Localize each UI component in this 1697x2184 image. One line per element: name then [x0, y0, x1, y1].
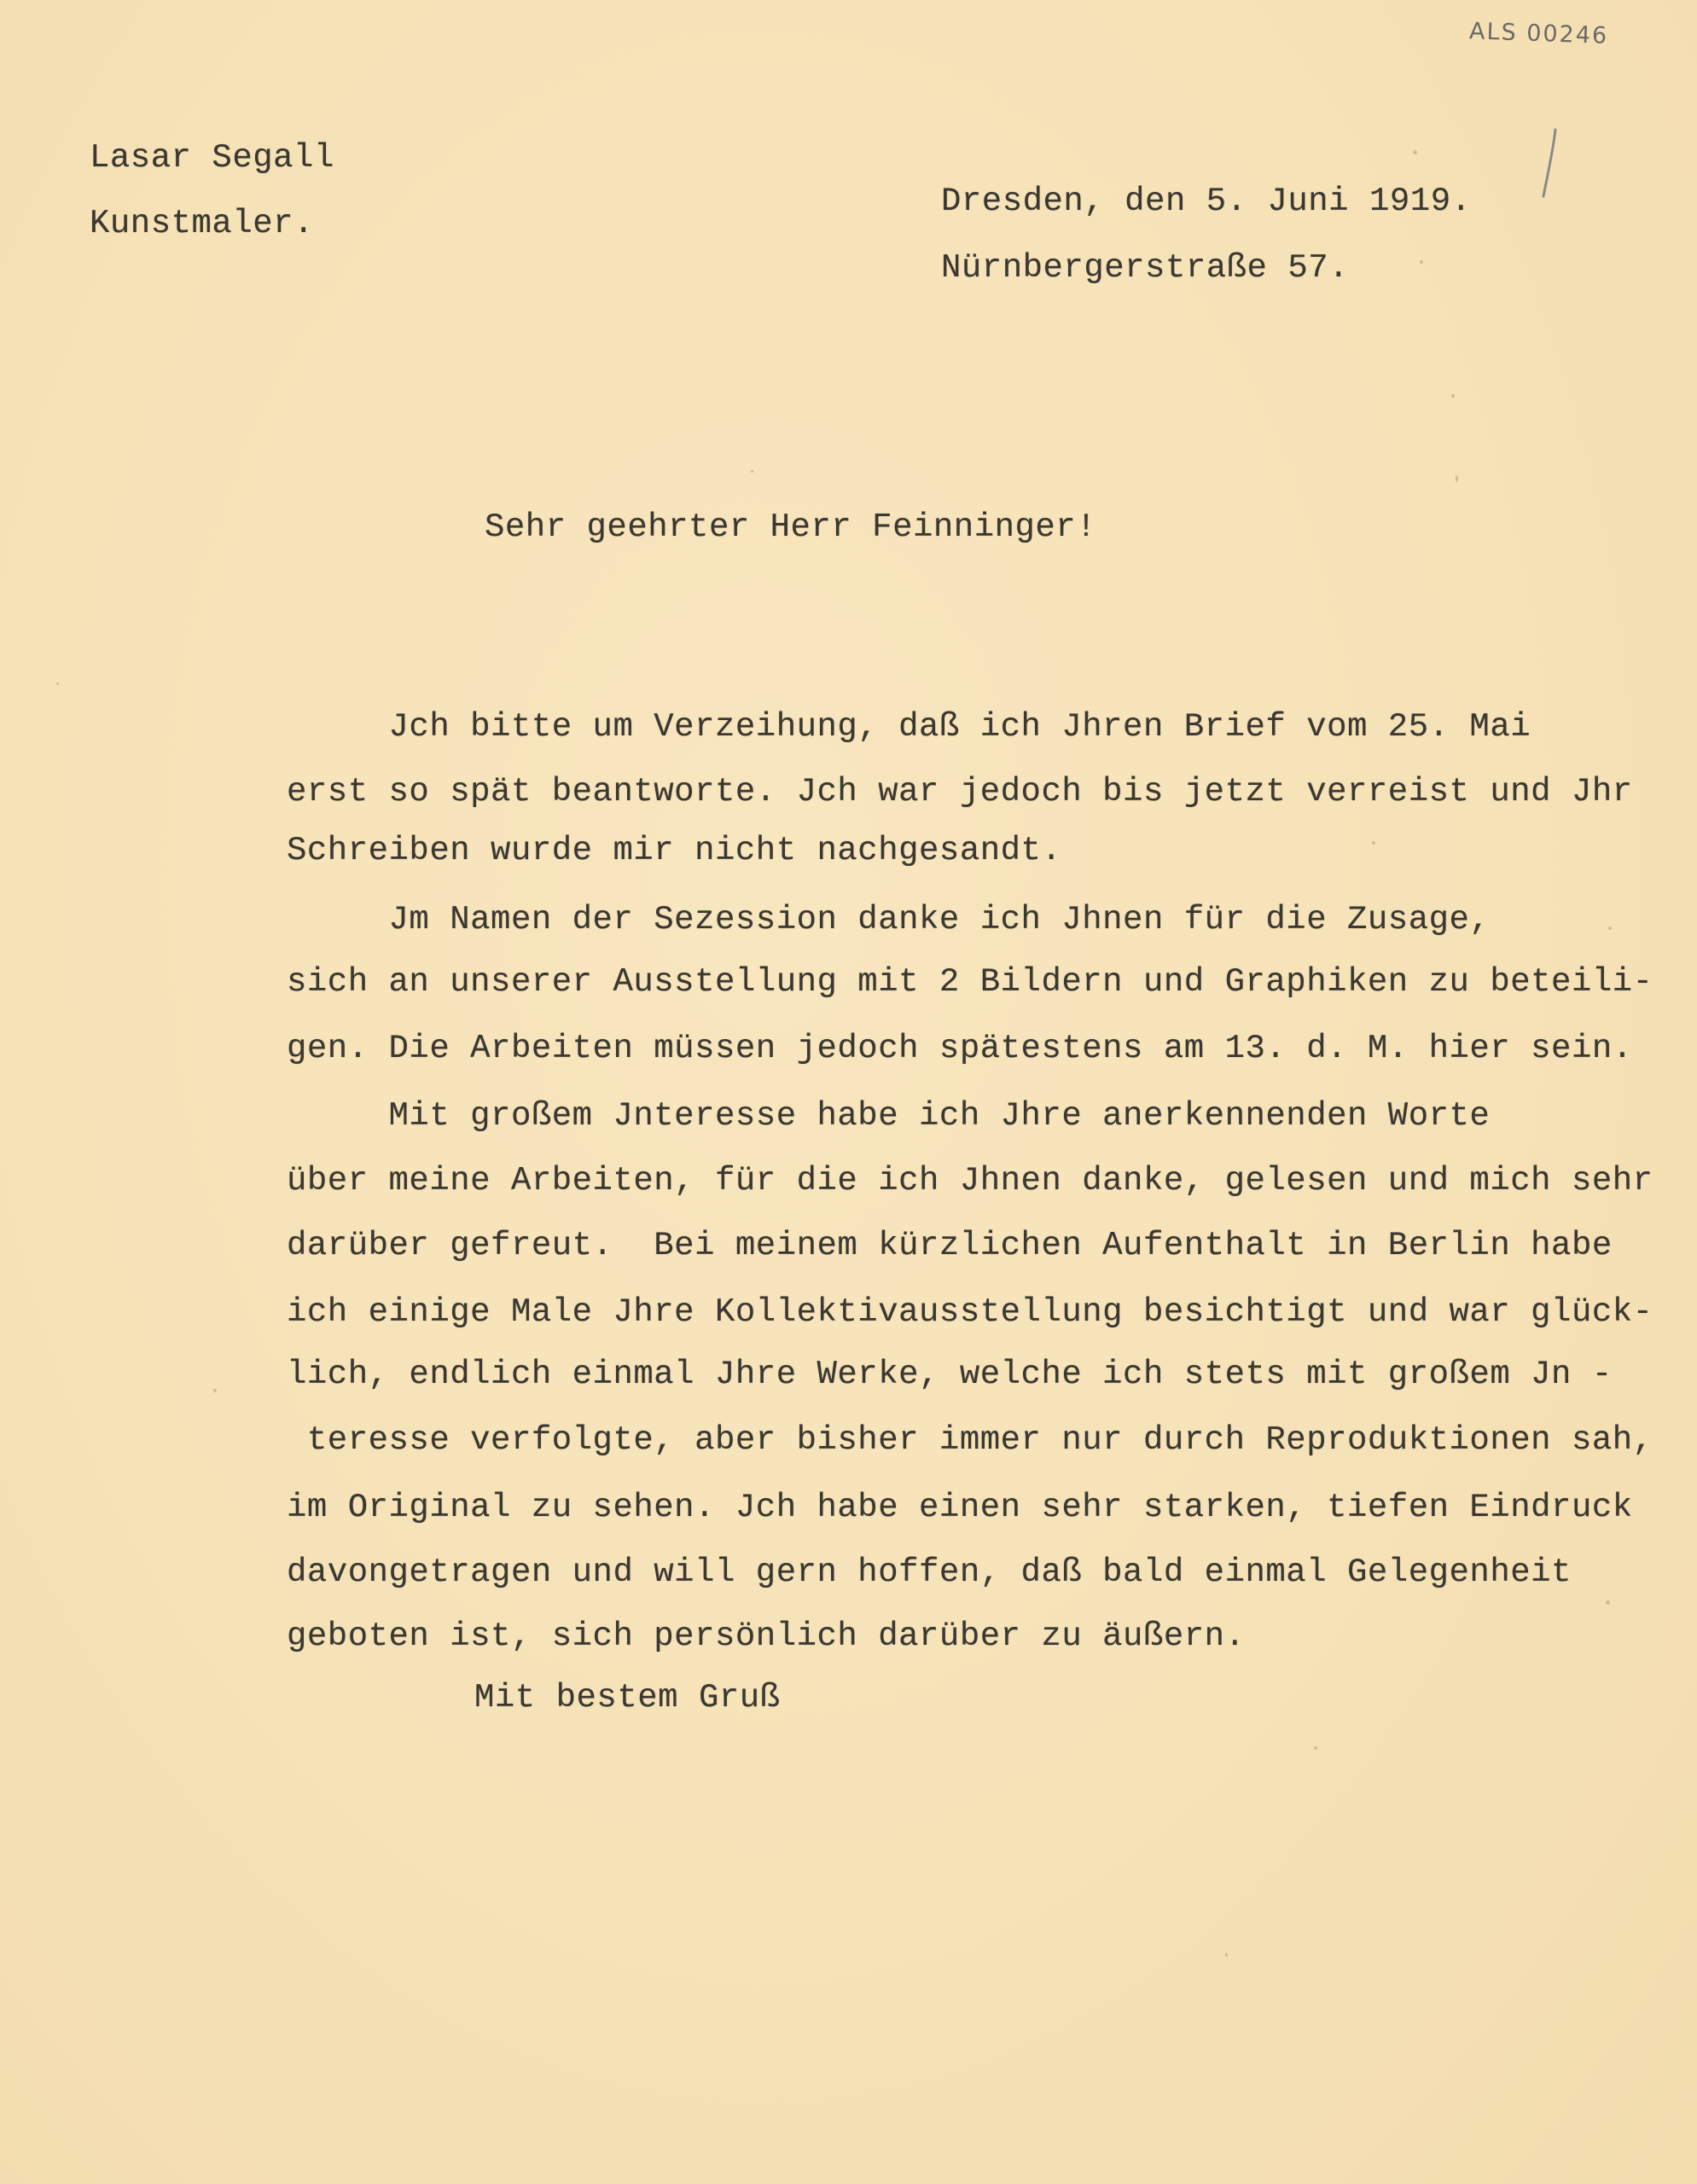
body-line: davongetragen und will gern hoffen, daß bald einmal Gelegenheit — [287, 1554, 1572, 1591]
paper-speck — [1606, 1600, 1610, 1605]
paper-speck — [1225, 1953, 1228, 1957]
dateline-address: Nürnbergerstraße 57. — [941, 249, 1350, 287]
salutation: Sehr geehrter Herr Feinninger! — [485, 508, 1097, 546]
body-line: teresse verfolgte, aber bisher immer nur durch Reproduktionen sah, — [287, 1421, 1653, 1459]
paper-speck — [56, 682, 59, 685]
body-line: Jch bitte um Verzeihung, daß ich Jhren Brief vom 25. Mai — [287, 708, 1531, 746]
paper-speck — [1372, 841, 1375, 845]
sender-title: Kunstmaler. — [90, 205, 314, 242]
body-line: Mit großem Jnteresse habe ich Jhre anerkennenden Worte — [287, 1097, 1491, 1135]
sender-name: Lasar Segall — [90, 139, 334, 177]
body-line: ich einige Male Jhre Kollektivausstellung besichtigt und war glück- — [287, 1293, 1653, 1331]
paper-speck — [1451, 394, 1455, 398]
paper-speck — [1420, 260, 1423, 264]
dateline-date: Dresden, den 5. Juni 1919. — [941, 183, 1472, 220]
body-line: sich an unserer Ausstellung mit 2 Bildern und Graphiken zu beteili- — [287, 963, 1653, 1001]
body-line: im Original zu sehen. Jch habe einen sehr starken, tiefen Eindruck — [287, 1489, 1633, 1526]
body-line: Jm Namen der Sezession danke ich Jhnen für die Zusage, — [287, 901, 1491, 938]
paper-speck — [751, 470, 753, 473]
body-line: über meine Arbeiten, für die ich Jhnen danke, gelesen und mich sehr — [287, 1162, 1653, 1199]
paper-speck — [1314, 1746, 1317, 1750]
body-line: lich, endlich einmal Jhre Werke, welche ich stets mit großem Jn - — [287, 1356, 1613, 1393]
paper-speck — [1608, 926, 1612, 930]
closing: Mit bestem Gruß — [474, 1679, 781, 1716]
paper-speck — [1413, 150, 1417, 154]
body-line: gen. Die Arbeiten müssen jedoch spätestens am 13. d. M. hier sein. — [287, 1030, 1633, 1067]
body-line: geboten ist, sich persönlich darüber zu äußern. — [287, 1618, 1246, 1655]
paper-speck — [213, 1389, 217, 1392]
body-line: Schreiben wurde mir nicht nachgesandt. — [287, 832, 1062, 869]
archive-id-stamp: ALS 00246 — [1468, 18, 1609, 49]
body-line: erst so spät beantworte. Jch war jedoch bis jetzt verreist und Jhr — [287, 773, 1633, 810]
body-line: darüber gefreut. Bei meinem kürzlichen Aufenthalt in Berlin habe — [287, 1227, 1613, 1264]
pencil-check-mark — [1540, 128, 1559, 198]
paper-speck — [1456, 475, 1458, 482]
